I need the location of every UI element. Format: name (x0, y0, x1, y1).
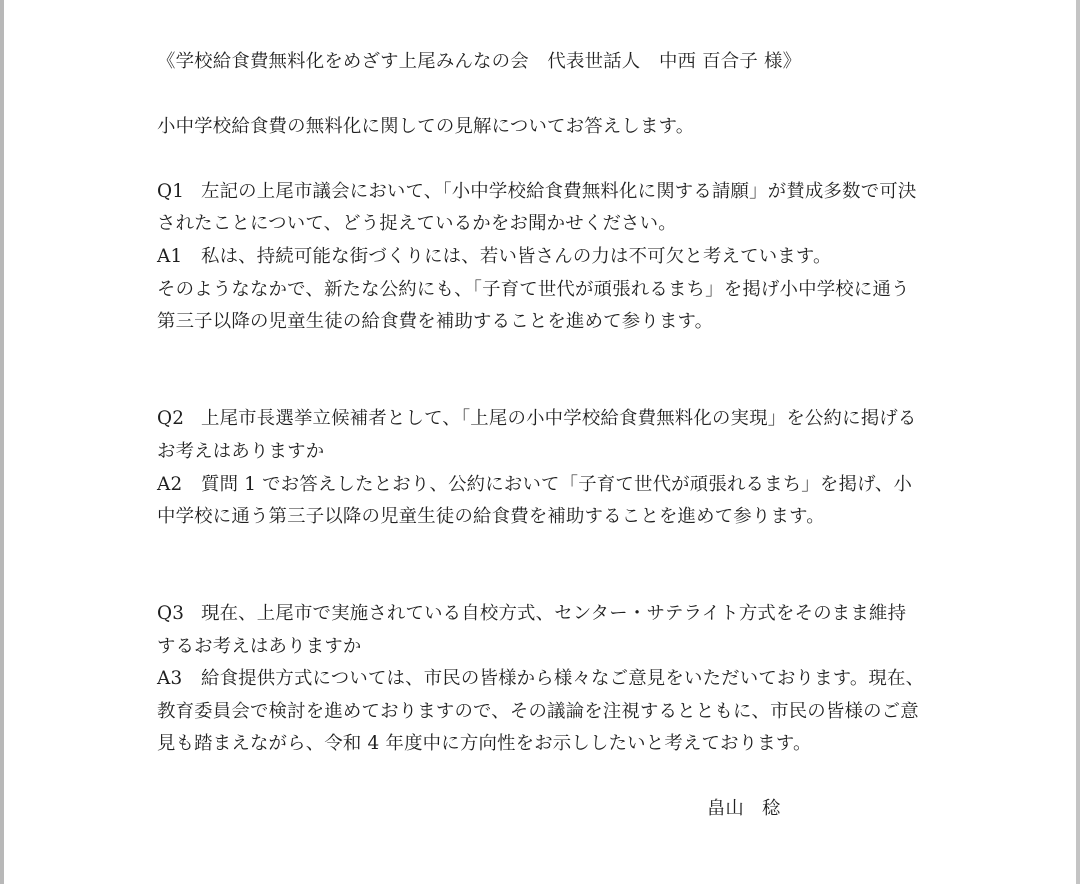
q3-line-1 (157, 603, 906, 625)
addressee-line: 《学校給食費無料化をめざす上尾みんなの会 代表世話人 中西 百合子 様》 (157, 51, 802, 72)
q3-line-2: するお考えはありますか (157, 636, 362, 657)
q2-label: Q2 (157, 408, 185, 429)
intro-line: 小中学校給食費の無料化に関しての見解についてお答えします。 (157, 116, 695, 137)
a2-label: A2 (157, 474, 183, 495)
a3-text-1: 給食提供方式については、市民の皆様から様々なご意見をいただいております。現在、 (201, 668, 925, 689)
a1-label: A1 (157, 246, 183, 267)
a2-line-2: 中学校に通う第三子以降の児童生徒の給食費を補助することを進めて参ります。 (157, 506, 825, 527)
a1-line-2: そのようななかで、新たな公約にも、「子育て世代が頑張れるまち」を掲げ小中学校に通う (157, 279, 910, 300)
q3-label: Q3 (157, 603, 185, 624)
q3-text-1: 現在、上尾市で実施されている自校方式、センター・サテライト方式をそのまま維持 (201, 603, 907, 624)
q1-line-1 (157, 181, 916, 203)
a2-line-1 (157, 474, 912, 496)
q1-label: Q1 (157, 181, 185, 202)
a3-line-1 (157, 668, 924, 690)
a1-text-1: 私は、持続可能な街づくりには、若い皆さんの力は不可欠と考えています。 (201, 246, 832, 267)
q1-text-1: 左記の上尾市議会において、「小中学校給食費無料化に関する請願」が賛成多数で可決 (201, 181, 917, 202)
a1-line-1 (157, 246, 832, 268)
q2-line-1 (157, 408, 916, 430)
a3-label: A3 (157, 668, 183, 689)
q1-line-2: されたことについて、どう捉えているかをお聞かせください。 (157, 213, 677, 234)
a1-line-3: 第三子以降の児童生徒の給食費を補助することを進めて参ります。 (157, 311, 714, 332)
q2-line-2: お考えはありますか (157, 441, 325, 462)
a3-line-2: 教育委員会で検討を進めておりますので、その議論を注視するとともに、市民の皆様のご意 (157, 701, 919, 722)
a3-line-3: 見も踏まえながら、令和 4 年度中に方向性をお示ししたいと考えております。 (157, 733, 812, 754)
q2-text-1: 上尾市長選挙立候補者として、「上尾の小中学校給食費無料化の実現」を公約に掲げる (201, 408, 917, 429)
a2-text-1: 質問 1 でお答えしたとおり、公約において「子育て世代が頑張れるまち」を掲げ、小 (201, 474, 913, 495)
signature: 畠山 稔 (707, 798, 781, 819)
